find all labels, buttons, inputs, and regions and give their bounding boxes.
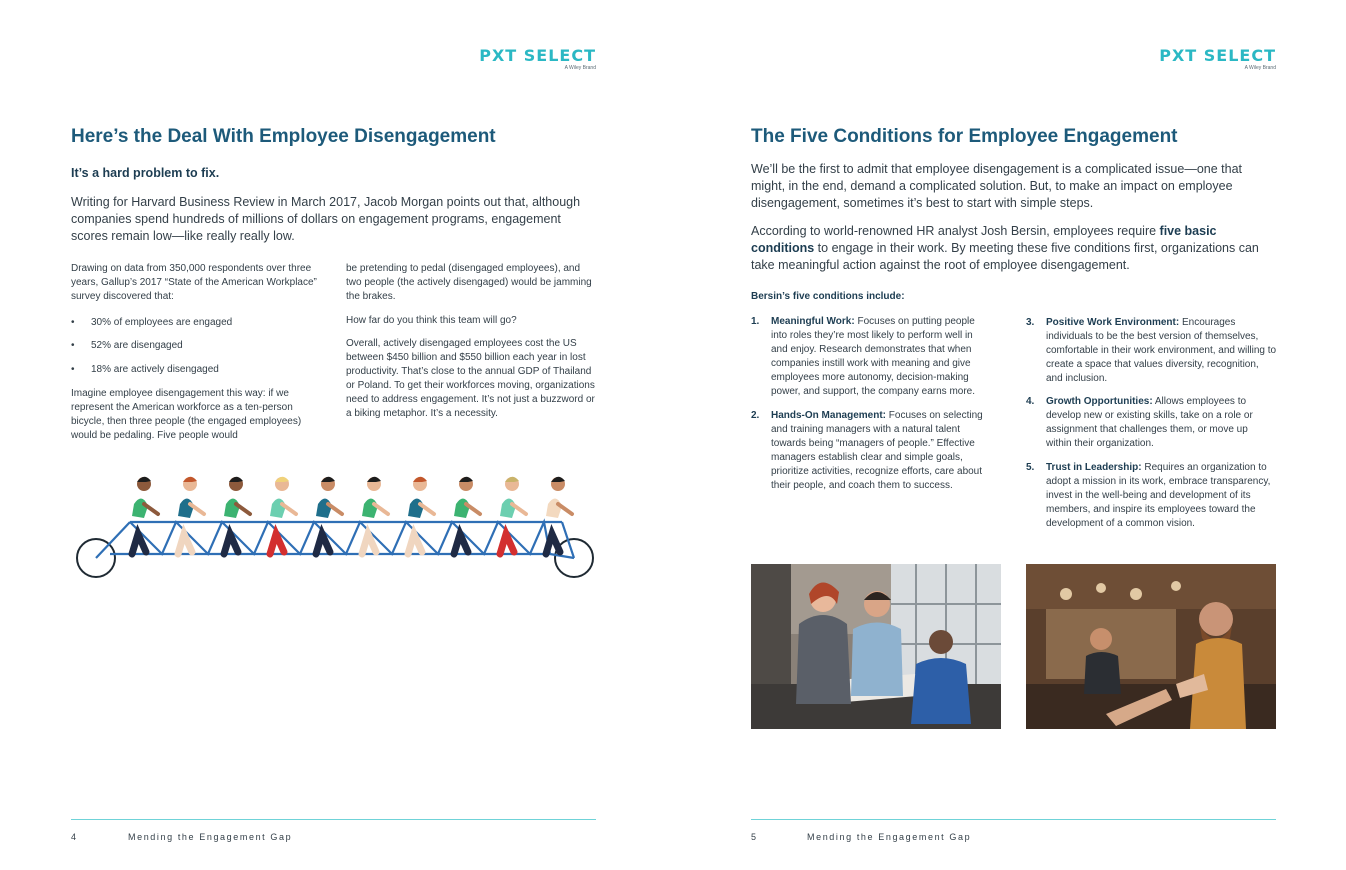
condition-body bbox=[771, 315, 981, 399]
ten-person-bicycle-illustration bbox=[70, 462, 600, 584]
bullet-marker: • bbox=[71, 340, 75, 351]
col2-paragraph-2: How far do you think this team will go? bbox=[346, 315, 517, 326]
team-meeting-photo bbox=[751, 564, 1001, 729]
conditions-heading: Bersin’s five conditions include: bbox=[751, 291, 905, 302]
lead2-text-end: to engage in their work. By meeting these five conditions first, organizations can take meaningful action against the root of employee disengagement. bbox=[751, 241, 1259, 272]
brand-logo bbox=[1146, 46, 1276, 76]
col1-intro: Drawing on data from 350,000 respondents over three years, Gallup’s 2017 “State of the American Workplace” survey discovered that: bbox=[71, 263, 317, 302]
rider-figure bbox=[362, 477, 388, 554]
condition-text: Encourages individuals to be the best version of themselves, comfortable in their work environment, and willing to create a space that values diversity, recognition, and inclusion. bbox=[1046, 317, 1277, 384]
condition-number: 1. bbox=[751, 316, 760, 327]
condition-text: Focuses on selecting and training managers with a natural talent towards being “managers of people.” Effective managers establish clear and simple goals, prioritize activities, recognize efforts, care about their people, and coach them to success. bbox=[771, 410, 983, 491]
bullet-text: 18% are actively disengaged bbox=[91, 364, 219, 375]
rider-figure bbox=[132, 477, 158, 554]
condition-body bbox=[1046, 316, 1278, 386]
lead-paragraph: Writing for Harvard Business Review in March 2017, Jacob Morgan points out that, although companies spend hundreds of millions of dollars on engagement programs, engagement scores remain low—like really really low. bbox=[71, 195, 581, 243]
condition-body bbox=[1046, 461, 1272, 531]
rider-figure bbox=[500, 477, 526, 554]
condition-title: Hands-On Management: bbox=[771, 410, 887, 421]
page-right bbox=[673, 0, 1346, 870]
condition-title: Growth Opportunities: bbox=[1046, 396, 1153, 407]
col2-paragraph-3: Overall, actively disengaged employees cost the US between $450 billion and $550 billion each year in lost productivity. That’s close to the annual GDP of Thailand or Poland. To get their workforces moving, organizations need to address engagement. It’s not just a buzzword or a biking metaphor. It’s a necessity. bbox=[346, 338, 595, 419]
col2-paragraph-1: be pretending to pedal (disengaged employees), and two people (the actively disengaged) would be jamming the brakes. bbox=[346, 263, 592, 302]
condition-body bbox=[1046, 395, 1276, 451]
rider-figure bbox=[270, 477, 296, 554]
condition-body bbox=[771, 409, 983, 493]
rider-figure bbox=[316, 477, 342, 554]
condition-number: 2. bbox=[751, 410, 760, 421]
condition-text: Allows employees to develop new or existing skills, take on a role or assignment that challenges them, or move up within their organization. bbox=[1046, 396, 1253, 449]
logo-tagline: A Wiley Brand bbox=[1244, 65, 1276, 71]
page-title: Here’s the Deal With Employee Disengagement bbox=[71, 126, 496, 147]
page-number: 4 bbox=[71, 832, 77, 842]
footer-rule bbox=[71, 819, 596, 820]
bullet-marker: • bbox=[71, 364, 75, 375]
footer-document-title: Mending the Engagement Gap bbox=[128, 832, 293, 842]
logo-wordmark: PXT SELECT bbox=[1159, 46, 1276, 65]
bullet-marker: • bbox=[71, 317, 75, 328]
condition-title: Trust in Leadership: bbox=[1046, 462, 1142, 473]
lead2-emphasis: five basic conditions bbox=[751, 224, 1217, 255]
condition-number: 5. bbox=[1026, 462, 1035, 473]
brand-logo bbox=[466, 46, 596, 76]
condition-text: Requires an organization to adopt a mission in its work, embrace transparency, invest in the well-being and development of its members, and inspire its employees toward the development of a common vision. bbox=[1046, 462, 1271, 529]
coffee-shop-photo bbox=[1026, 564, 1276, 729]
condition-number: 3. bbox=[1026, 317, 1035, 328]
rider-figure bbox=[178, 477, 204, 554]
rider-figure bbox=[224, 477, 250, 554]
rider-figure bbox=[454, 477, 480, 554]
logo-tagline: A Wiley Brand bbox=[564, 65, 596, 71]
page-title: The Five Conditions for Employee Engagement bbox=[751, 126, 1178, 147]
lead2-text-start: According to world-renowned HR analyst Josh Bersin, employees require bbox=[751, 224, 1160, 238]
condition-title: Meaningful Work: bbox=[771, 316, 855, 327]
col1-paragraph: Imagine employee disengagement this way: if we represent the American workforce as a ten-person bicycle, then three people (the engaged employees) would be pedaling. Five people would bbox=[71, 388, 302, 441]
subheading: It’s a hard problem to fix. bbox=[71, 166, 220, 180]
logo-wordmark: PXT SELECT bbox=[479, 46, 596, 65]
condition-number: 4. bbox=[1026, 396, 1035, 407]
footer-rule bbox=[751, 819, 1276, 820]
condition-text: Focuses on putting people into roles they’re most likely to perform well in and enjoy. Research demonstrates that when companies instill work with meaning and give employees more autonomy, decision-making power, and support, the company earns more. bbox=[771, 316, 976, 397]
rider-figure bbox=[408, 477, 434, 554]
page-number: 5 bbox=[751, 832, 757, 842]
lead-paragraph-2 bbox=[751, 223, 1276, 274]
lead-paragraph-1: We’ll be the first to admit that employee disengagement is a complicated issue—one that might, in the end, demand a complicated solution. But, to make an impact on employee disengagement, sometimes it’s best to start with simple steps. bbox=[751, 162, 1243, 210]
footer-document-title: Mending the Engagement Gap bbox=[807, 832, 972, 842]
bullet-text: 30% of employees are engaged bbox=[91, 317, 233, 328]
condition-title: Positive Work Environment: bbox=[1046, 317, 1180, 328]
bullet-text: 52% are disengaged bbox=[91, 340, 183, 351]
